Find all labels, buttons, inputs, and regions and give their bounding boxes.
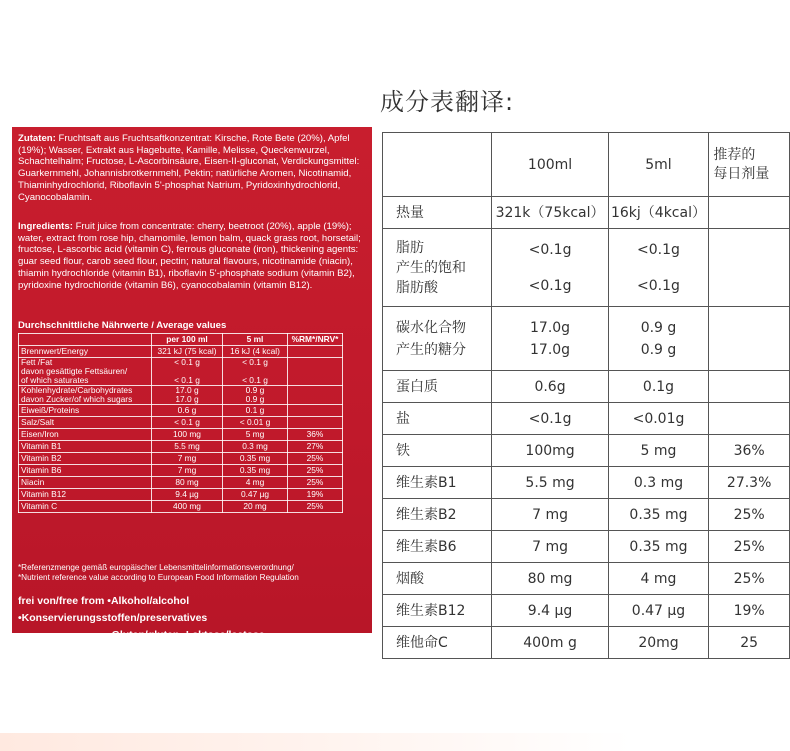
nutrient-name-cell [383, 435, 492, 467]
bottom-decoration [0, 733, 790, 751]
nutrient-name-cell [383, 403, 492, 435]
nrv-value [288, 386, 343, 405]
nutrient-label [19, 334, 152, 346]
header-empty-cell [383, 133, 492, 197]
table-row [383, 467, 790, 499]
per-5ml-cell-line: <0.1g [637, 277, 680, 294]
nutrient-name-cell [383, 229, 492, 307]
per-100ml-cell-line: 100mg [525, 442, 575, 459]
nutrition-row [19, 501, 343, 513]
per-100ml-cell [492, 307, 608, 371]
nrv-cell: 25 [709, 627, 790, 659]
per-5ml-value: 0.35 mg [223, 465, 288, 477]
nrv-cell: 25% [709, 531, 790, 563]
per-5ml-cell-line: 0.9 g [640, 319, 677, 336]
nrv-value: 25% [288, 453, 343, 465]
per-5ml-cell-line: 4 mg [640, 570, 677, 587]
nutrition-header-row [19, 334, 343, 346]
per-5ml-value: < 0.01 g [223, 417, 288, 429]
per-5ml-cell [608, 467, 709, 499]
header-nrv-line1: 推荐的 [713, 146, 756, 163]
per-5ml-value: < 0.1 g < 0.1 g [223, 358, 288, 386]
nutrient-name-cell-line: 盐 [396, 410, 410, 427]
zutaten-heading: Zutaten: [18, 133, 56, 144]
footnote-de: *Referenzmenge gemäß europäischer Lebensmittelinformationsverordnung/ [18, 563, 294, 572]
per-100ml-cell-line: 9.4 μg [527, 602, 573, 619]
nutrient-name-cell-line: 脂肪酸 [396, 279, 438, 296]
footnote-en: *Nutrient reference value according to European Food Information Regulation [18, 573, 299, 582]
nrv-value: 27% [288, 441, 343, 453]
zutaten-text: Fruchtsaft aus Fruchtsaftkonzentrat: Kirsche, Rote Bete (20%), Apfel (19%); Wasser, Extrakt aus Hagebutte, Kamille, Melisse, Queckenwurzel, Schachtelhalm; Fructose, L-Ascorbinsäure, Eisen-II-gluconat, Verdickungsmittel: Guarkernmehl, Johannisbrotkernmehl, Pektin; natürliche Aromen, Nicotinamid, Thiaminhydrochlorid, Riboflavin 5'-phosphat Natrium, Pyridoxinhydrochlorid, Cyanocobalamin. [18, 133, 360, 203]
free-from-statement [18, 593, 370, 644]
per-5ml-cell-line: 0.35 mg [629, 506, 688, 523]
nutrition-row [19, 346, 343, 358]
table-row [383, 595, 790, 627]
nutrient-name-cell-line: 维生素B6 [396, 538, 457, 555]
nutrient-label: Vitamin B2 [19, 453, 152, 465]
per-5ml-cell [608, 595, 709, 627]
nutrition-row [19, 477, 343, 489]
per-5ml-cell [608, 229, 709, 307]
per-5ml-value: 0.9 g 0.9 g [223, 386, 288, 405]
product-label-photo [12, 127, 372, 641]
per-5ml-value: 5 mg [223, 429, 288, 441]
nrv-value: 19% [288, 489, 343, 501]
per-5ml-value: 4 mg [223, 477, 288, 489]
per-100ml-value: 0.6 g [152, 405, 223, 417]
table-row [383, 197, 790, 229]
per-100ml-cell-line: 17.0g [530, 319, 571, 336]
nrv-cell [709, 371, 790, 403]
per-100ml-cell-line: 0.6g [534, 378, 566, 395]
per-100ml-value: per 100 ml [152, 334, 223, 346]
nutrient-label: Eiweiß/Proteins [19, 405, 152, 417]
per-100ml-cell-line: 7 mg [532, 506, 568, 523]
nrv-cell [709, 229, 790, 307]
per-100ml-value: < 0.1 g < 0.1 g [152, 358, 223, 386]
per-100ml-cell [492, 467, 608, 499]
header-nrv-line2: 每日剂量 [713, 165, 770, 182]
nutrient-name-cell [383, 499, 492, 531]
nutrient-name-cell-line: 维生素B2 [396, 506, 457, 523]
per-100ml-value: 7 mg [152, 465, 223, 477]
per-5ml-cell-line: 0.1g [642, 378, 675, 395]
nrv-value [288, 417, 343, 429]
nutrient-name-cell [383, 627, 492, 659]
nrv-cell [709, 197, 790, 229]
nutrient-name-cell-line: 脂肪 [396, 239, 424, 256]
per-5ml-cell [608, 435, 709, 467]
nrv-cell: 27.3% [709, 467, 790, 499]
per-5ml-cell [608, 403, 709, 435]
per-5ml-cell [608, 371, 709, 403]
per-100ml-value: 17.0 g 17.0 g [152, 386, 223, 405]
per-5ml-cell-line: <0.1g [637, 241, 680, 258]
nutrient-name-cell-line: 热量 [396, 204, 424, 221]
per-100ml-cell [492, 229, 608, 307]
per-5ml-value: 0.35 mg [223, 453, 288, 465]
table-row [383, 229, 790, 307]
nrv-cell [709, 403, 790, 435]
per-5ml-cell-line: 16kj（4kcal） [610, 204, 706, 221]
nrv-value [288, 405, 343, 417]
per-100ml-value: < 0.1 g [152, 417, 223, 429]
table-row [383, 307, 790, 371]
nutrient-name-cell [383, 563, 492, 595]
nutrition-row [19, 465, 343, 477]
per-5ml-cell-line: 0.9 g [640, 341, 677, 358]
nrv-value: 25% [288, 477, 343, 489]
nutrient-label: Fett /Fat davon gesättigte Fettsäuren/ of which saturates [19, 358, 152, 386]
nutrient-name-cell-line: 铁 [396, 442, 410, 459]
nutrient-label: Vitamin B6 [19, 465, 152, 477]
per-100ml-cell-line: 5.5 mg [525, 474, 575, 491]
per-100ml-cell [492, 371, 608, 403]
nutrient-name-cell [383, 371, 492, 403]
translation-table [382, 132, 790, 659]
ingredients-paragraph [18, 221, 370, 291]
per-5ml-value: 0.1 g [223, 405, 288, 417]
nutrient-label: Brennwert/Energy [19, 346, 152, 358]
nutrient-name-cell [383, 595, 492, 627]
per-100ml-cell-line: <0.1g [528, 241, 572, 258]
header-5ml: 5ml [608, 133, 709, 197]
per-5ml-cell-line: 0.47 μg [631, 602, 686, 619]
table-row [383, 531, 790, 563]
nutrition-facts-table [18, 333, 343, 513]
nutrient-name-cell-line: 维生素B1 [396, 474, 457, 491]
per-100ml-cell [492, 627, 608, 659]
nutrition-row [19, 405, 343, 417]
per-100ml-cell-line: 17.0g [530, 341, 571, 358]
nutrition-row [19, 417, 343, 429]
table-row [383, 403, 790, 435]
per-100ml-value: 9.4 µg [152, 489, 223, 501]
per-100ml-cell-line: 80 mg [527, 570, 573, 587]
nutrient-label: Salz/Salt [19, 417, 152, 429]
per-5ml-cell-line: <0.01g [632, 410, 685, 427]
per-100ml-cell-line: <0.1g [528, 277, 572, 294]
nutrition-row [19, 429, 343, 441]
per-100ml-value: 321 kJ (75 kcal) [152, 346, 223, 358]
table-row [383, 499, 790, 531]
per-5ml-value: 20 mg [223, 501, 288, 513]
free-from-line-1: frei von/free from •Alkohol/alcohol •Konservierungsstoffen/preservatives [18, 595, 208, 624]
per-100ml-cell-line: 400m g [523, 634, 577, 651]
per-5ml-cell [608, 563, 709, 595]
table-row [383, 371, 790, 403]
footnotes [18, 563, 368, 583]
nutrition-heading: Durchschnittliche Nährwerte / Average values [18, 320, 227, 331]
table-row [383, 563, 790, 595]
per-5ml-cell-line: 20mg [638, 634, 679, 651]
nrv-cell: 25% [709, 563, 790, 595]
per-5ml-value: 5 ml [223, 334, 288, 346]
per-5ml-cell [608, 627, 709, 659]
per-100ml-value: 100 mg [152, 429, 223, 441]
nrv-value [288, 358, 343, 386]
per-5ml-value: 0.47 µg [223, 489, 288, 501]
table-row [383, 627, 790, 659]
per-5ml-cell [608, 307, 709, 371]
nutrient-label: Vitamin B12 [19, 489, 152, 501]
per-100ml-cell [492, 435, 608, 467]
nrv-value: 25% [288, 501, 343, 513]
header-100ml: 100ml [492, 133, 608, 197]
per-100ml-cell-line: <0.1g [528, 410, 572, 427]
table-row [383, 435, 790, 467]
per-100ml-cell [492, 531, 608, 563]
per-100ml-cell [492, 197, 608, 229]
nutrient-name-cell [383, 467, 492, 499]
nrv-cell [709, 307, 790, 371]
nutrient-name-cell-line: 维他命C [396, 634, 448, 651]
nutrient-label: Niacin [19, 477, 152, 489]
nrv-value: %RM*/NRV* [288, 334, 343, 346]
table-header-row [383, 133, 790, 197]
zutaten-paragraph [18, 133, 370, 203]
nutrition-row [19, 386, 343, 405]
per-5ml-value: 16 kJ (4 kcal) [223, 346, 288, 358]
nutrition-row [19, 453, 343, 465]
per-100ml-value: 400 mg [152, 501, 223, 513]
per-100ml-cell-line: 7 mg [532, 538, 568, 555]
nutrient-name-cell-line: 产生的饱和 [396, 259, 466, 276]
per-100ml-value: 7 mg [152, 453, 223, 465]
per-100ml-cell [492, 499, 608, 531]
nrv-cell: 19% [709, 595, 790, 627]
nutrient-name-cell [383, 307, 492, 371]
per-100ml-value: 5.5 mg [152, 441, 223, 453]
per-5ml-value: 0.3 mg [223, 441, 288, 453]
per-100ml-cell [492, 563, 608, 595]
ingredients-heading: Ingredients: [18, 221, 73, 232]
nutrient-label: Eisen/Iron [19, 429, 152, 441]
nutrient-name-cell-line: 维生素B12 [396, 602, 466, 619]
nutrition-row [19, 489, 343, 501]
per-5ml-cell-line: 0.3 mg [633, 474, 684, 491]
per-5ml-cell [608, 499, 709, 531]
per-5ml-cell [608, 197, 709, 229]
per-100ml-value: 80 mg [152, 477, 223, 489]
per-5ml-cell-line: 5 mg [640, 442, 677, 459]
ingredients-text: Fruit juice from concentrate: cherry, beetroot (20%), apple (19%); water, extract from rose hip, chamomile, lemon balm, quack grass root, horsetail; fructose, L-ascorbic acid (vitamin C), ferrous gluconate (iron), thickening agents: guar seed flour, carob seed flour, pectin; natural flavours, nicotinamide (niacin), thiamin hydrochloride (vitamin B1), riboflavin 5'-phosphate sodium (vitamin B2), pyridoxine hydrochloride (vitamin B6), cyanocobalamin (vitamin B12). [18, 221, 361, 291]
nrv-value [288, 346, 343, 358]
header-nrv [709, 133, 790, 197]
nutrient-name-cell-line: 烟酸 [396, 570, 424, 587]
per-100ml-cell [492, 403, 608, 435]
nutrient-name-cell-line: 碳水化合物 [396, 319, 466, 336]
nutrient-label: Vitamin C [19, 501, 152, 513]
nutrition-row [19, 441, 343, 453]
page-title: 成分表翻译: [380, 88, 515, 116]
nutrient-name-cell-line: 蛋白质 [396, 378, 438, 395]
nutrient-name-cell [383, 197, 492, 229]
nutrition-row [19, 358, 343, 386]
nutrient-label: Kohlenhydrate/Carbohydrates davon Zucker/of which sugars [19, 386, 152, 405]
nutrient-name-cell-line: 产生的糖分 [396, 341, 466, 358]
per-5ml-cell-line: 0.35 mg [629, 538, 688, 555]
free-from-line-2: •Gluten/gluten •Laktose/lactose [108, 629, 265, 641]
nrv-cell: 36% [709, 435, 790, 467]
per-100ml-cell-line: 321k（75kcal） [495, 204, 605, 221]
nutrient-name-cell [383, 531, 492, 563]
per-5ml-cell [608, 531, 709, 563]
nutrient-label: Vitamin B1 [19, 441, 152, 453]
nrv-value: 36% [288, 429, 343, 441]
per-100ml-cell [492, 595, 608, 627]
nrv-value: 25% [288, 465, 343, 477]
nrv-cell: 25% [709, 499, 790, 531]
